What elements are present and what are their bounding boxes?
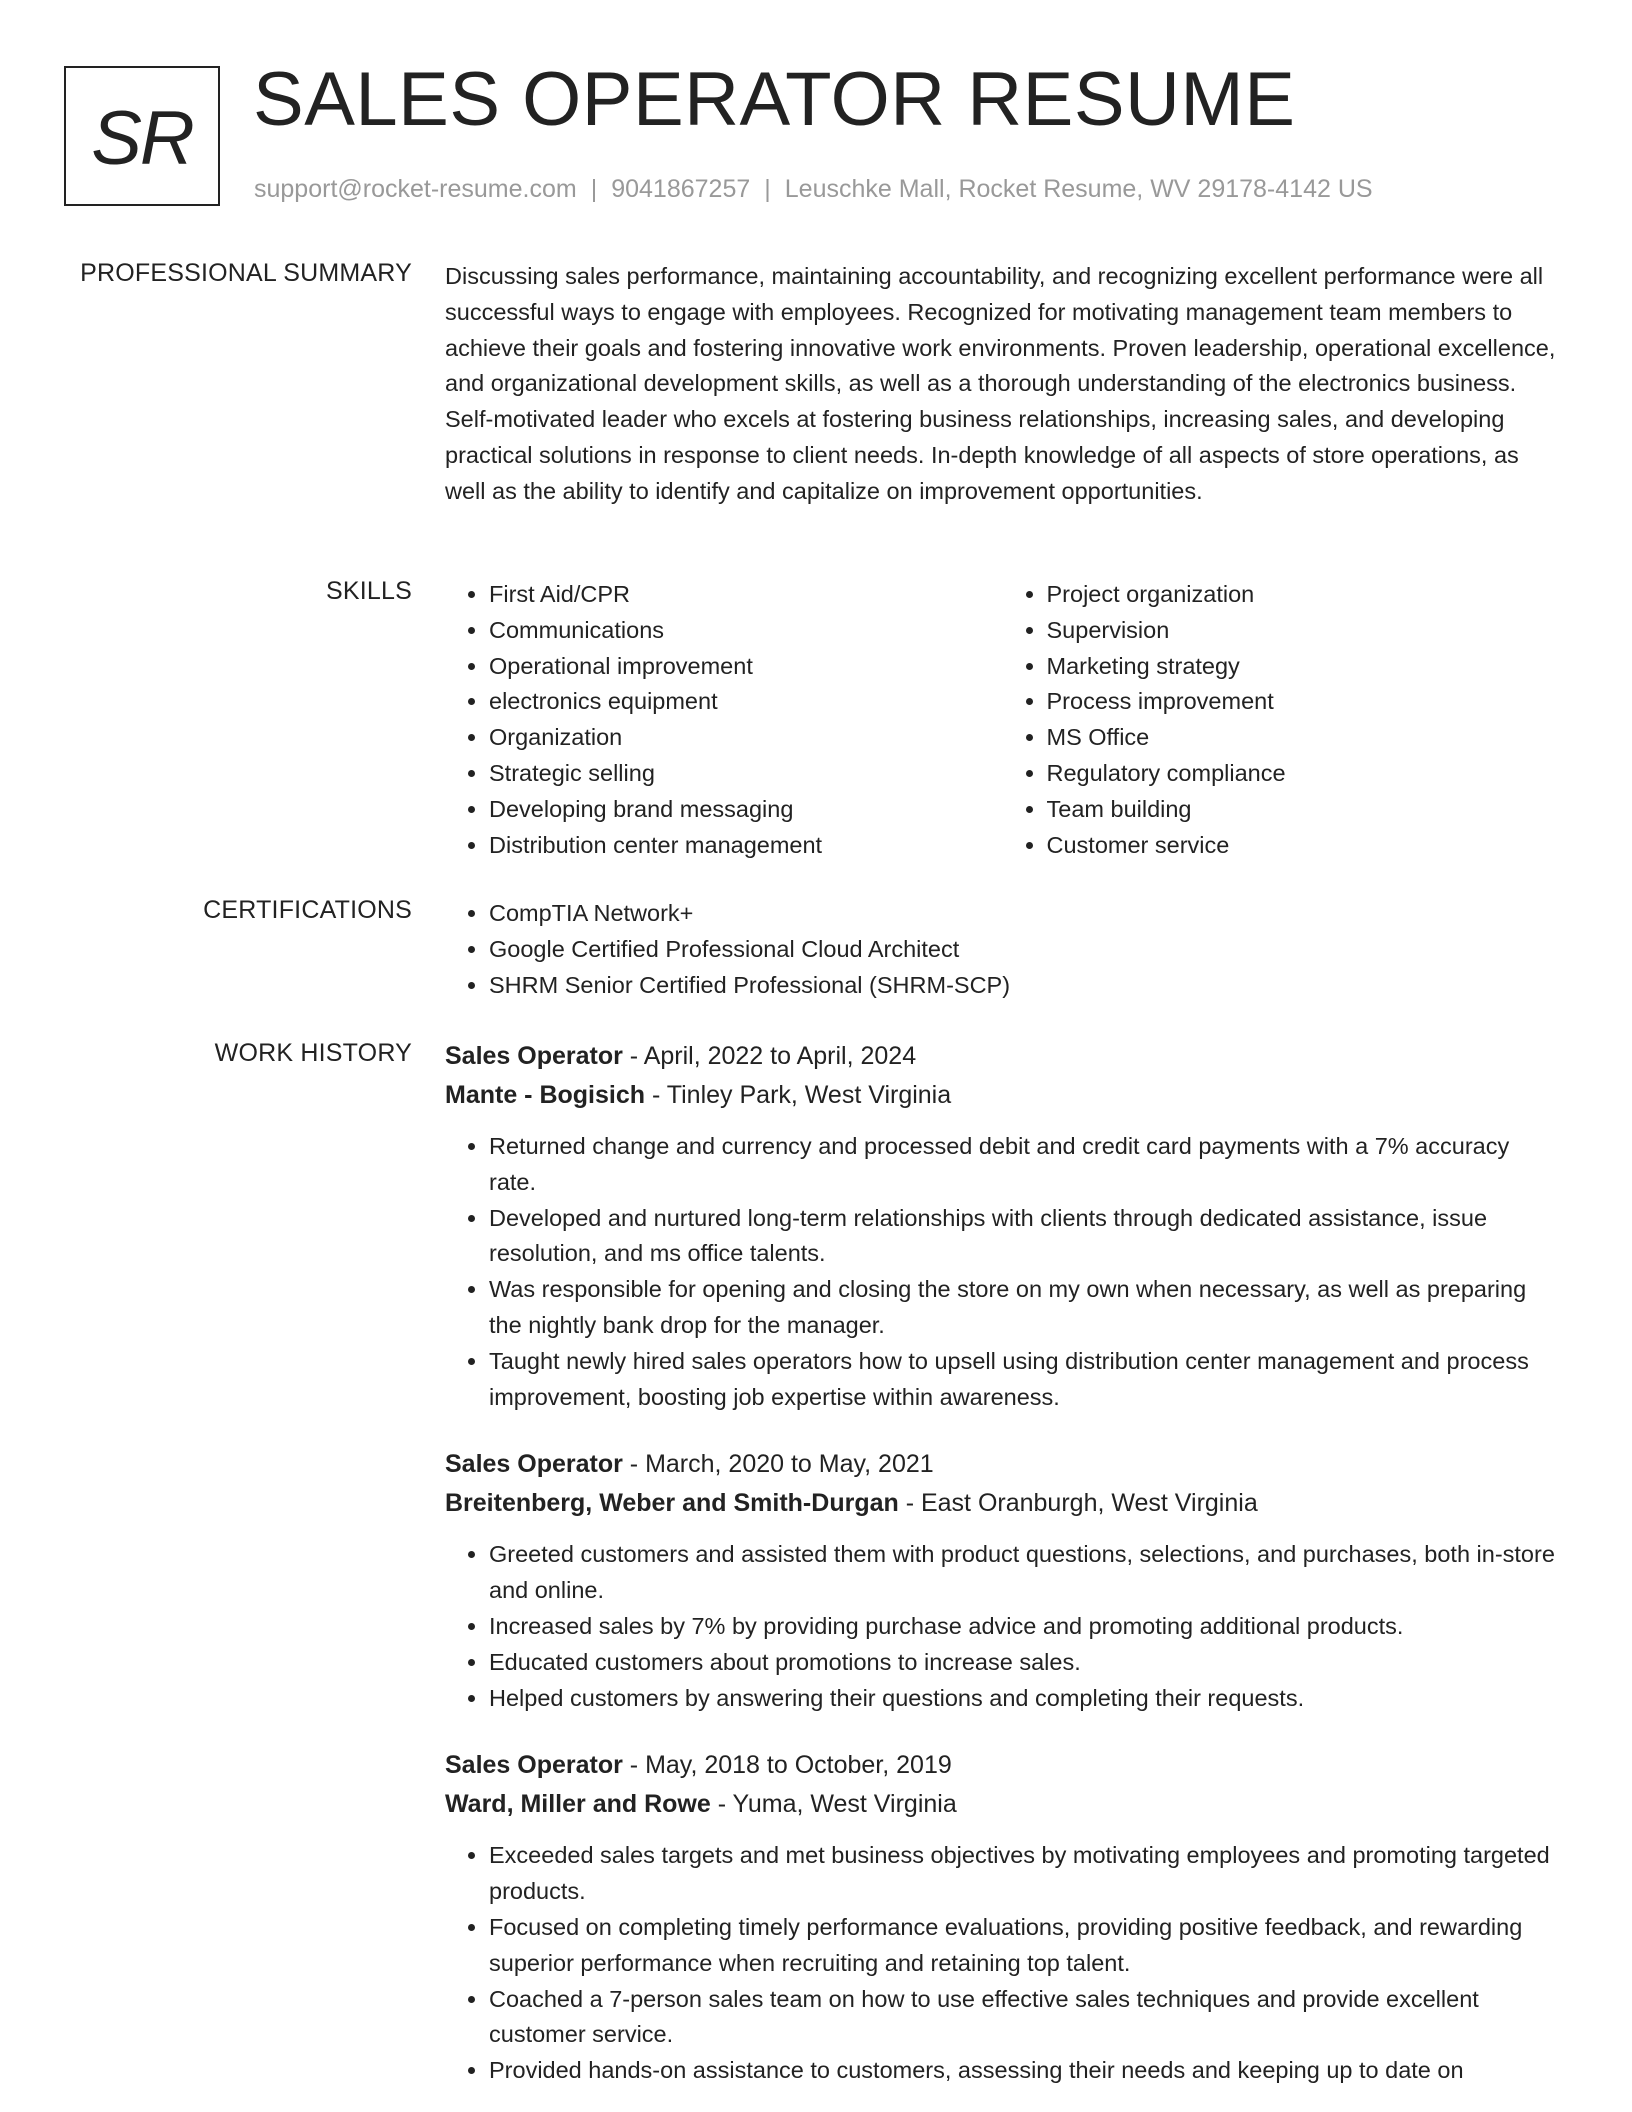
job-bullet: • Exceeded sales targets and met business objectives by motivating employees and promoting targeted products. bbox=[489, 1838, 1560, 1910]
contact-line bbox=[254, 175, 1373, 204]
contact-phone: 9041867257 bbox=[611, 175, 751, 203]
job-bullet: • Returned change and currency and processed debit and credit card payments with a 7% accuracy rate. bbox=[489, 1129, 1560, 1201]
skills-grid bbox=[445, 577, 1560, 863]
job-bullets bbox=[445, 1129, 1560, 1415]
job-bullet: • Greeted customers and assisted them with product questions, selections, and purchases, both in-store and online. bbox=[489, 1537, 1560, 1609]
job-company-line bbox=[445, 1785, 1560, 1824]
job-dates: - May, 2018 to October, 2019 bbox=[622, 1751, 952, 1780]
job-bullet: • Helped customers by answering their questions and completing their requests. bbox=[489, 1681, 1560, 1717]
job-dates: - April, 2022 to April, 2024 bbox=[622, 1042, 917, 1070]
job-company: Ward, Miller and Rowe bbox=[445, 1790, 711, 1819]
skill-item: • Marketing strategy bbox=[1047, 649, 1561, 685]
skill-item: • Developing brand messaging bbox=[489, 792, 1003, 828]
skills-list-left bbox=[445, 577, 1003, 863]
job-company: Mante - Bogisich bbox=[445, 1081, 646, 1109]
job-bullet: • Coached a 7-person sales team on how to use effective sales techniques and provide excellent customer service. bbox=[489, 1982, 1560, 2054]
contact-separator: | bbox=[590, 175, 598, 203]
job-company-line bbox=[445, 1484, 1560, 1523]
summary-body bbox=[445, 259, 1560, 510]
job-bullet: • Educated customers about promotions to increase sales. bbox=[489, 1645, 1560, 1681]
job-company: Breitenberg, Weber and Smith-Durgan bbox=[445, 1489, 899, 1518]
skill-item: • Organization bbox=[489, 720, 1003, 756]
summary-heading: PROFESSIONAL SUMMARY bbox=[80, 259, 412, 287]
skill-item: • First Aid/CPR bbox=[489, 577, 1003, 613]
summary-text: Discussing sales performance, maintaining accountability, and recognizing excellent performance were all successful ways to engage with employees. Recognized for motivating management team members to achieve their goals and fostering innovative work environments. Proven leadership, operational excellence, and organizational development skills, as well as a thorough understanding of the electronics business. Self-motivated leader who excels at fostering business relationships, increasing sales, and developing practical solutions in response to client needs. In-depth knowledge of all aspects of store operations, as well as the ability to identify and capitalize on improvement opportunities. bbox=[445, 263, 1556, 504]
job-bullet: • Provided hands-on assistance to customers, assessing their needs and keeping up to date on bbox=[489, 2053, 1560, 2089]
skills-list-right bbox=[1003, 577, 1561, 863]
monogram-initials: SR bbox=[91, 95, 193, 181]
job-entry bbox=[445, 1746, 1560, 2089]
work-history-body bbox=[445, 1037, 1560, 2089]
job-title-line bbox=[445, 1037, 1560, 1076]
job-title-line bbox=[445, 1746, 1560, 1785]
contact-separator: | bbox=[764, 175, 771, 203]
work-history-heading: WORK HISTORY bbox=[214, 1039, 412, 1067]
skill-item: • Communications bbox=[489, 613, 1003, 649]
job-location: - East Oranburgh, West Virginia bbox=[898, 1489, 1258, 1518]
skill-item: • Regulatory compliance bbox=[1047, 756, 1561, 792]
job-bullet: • Increased sales by 7% by providing purchase advice and promoting additional products. bbox=[489, 1609, 1560, 1645]
skill-item: • Strategic selling bbox=[489, 756, 1003, 792]
job-bullet: • Focused on completing timely performance evaluations, providing positive feedback, and rewarding superior performance when recruiting and retaining top talent. bbox=[489, 1910, 1560, 1982]
job-company-line bbox=[445, 1076, 1560, 1115]
job-title: Sales Operator bbox=[445, 1751, 623, 1780]
certifications-heading: CERTIFICATIONS bbox=[203, 896, 412, 924]
job-bullet: • Developed and nurtured long-term relationships with clients through dedicated assistance, issue resolution, and ms office talents. bbox=[489, 1201, 1560, 1273]
contact-address: Leuschke Mall, Rocket Resume, WV 29178-4142 US bbox=[784, 175, 1373, 203]
certifications-body bbox=[445, 896, 1560, 1003]
skill-item: • Customer service bbox=[1047, 828, 1561, 864]
skills-heading: SKILLS bbox=[326, 577, 412, 605]
skill-item: • Supervision bbox=[1047, 613, 1561, 649]
job-location: - Yuma, West Virginia bbox=[710, 1790, 957, 1819]
certification-item: • Google Certified Professional Cloud Architect bbox=[489, 932, 1560, 968]
job-title-line bbox=[445, 1445, 1560, 1484]
skill-item: • Team building bbox=[1047, 792, 1561, 828]
job-entry bbox=[445, 1037, 1560, 1415]
skill-item: • Project organization bbox=[1047, 577, 1561, 613]
job-bullets bbox=[445, 1838, 1560, 2089]
job-location: - Tinley Park, West Virginia bbox=[645, 1081, 952, 1109]
job-bullet: • Taught newly hired sales operators how to upsell using distribution center management and process improvement, boosting job expertise within awareness. bbox=[489, 1344, 1560, 1416]
skill-item: • Operational improvement bbox=[489, 649, 1003, 685]
job-title: Sales Operator bbox=[445, 1450, 623, 1479]
job-entry bbox=[445, 1445, 1560, 1716]
skill-item: • Process improvement bbox=[1047, 684, 1561, 720]
job-bullets bbox=[445, 1537, 1560, 1716]
job-dates: - March, 2020 to May, 2021 bbox=[622, 1450, 934, 1479]
skill-item: • MS Office bbox=[1047, 720, 1561, 756]
skill-item: • electronics equipment bbox=[489, 684, 1003, 720]
certification-item: • SHRM Senior Certified Professional (SHRM-SCP) bbox=[489, 968, 1560, 1004]
contact-email: support@rocket-resume.com bbox=[254, 175, 577, 203]
job-title: Sales Operator bbox=[445, 1042, 623, 1070]
certifications-list bbox=[445, 896, 1560, 1003]
job-bullet: • Was responsible for opening and closing the store on my own when necessary, as well as preparing the nightly bank drop for the manager. bbox=[489, 1272, 1560, 1344]
skill-item: • Distribution center management bbox=[489, 828, 1003, 864]
certification-item: • CompTIA Network+ bbox=[489, 896, 1560, 932]
resume-title: SALES OPERATOR RESUME bbox=[253, 57, 1296, 142]
monogram-box bbox=[64, 66, 220, 206]
